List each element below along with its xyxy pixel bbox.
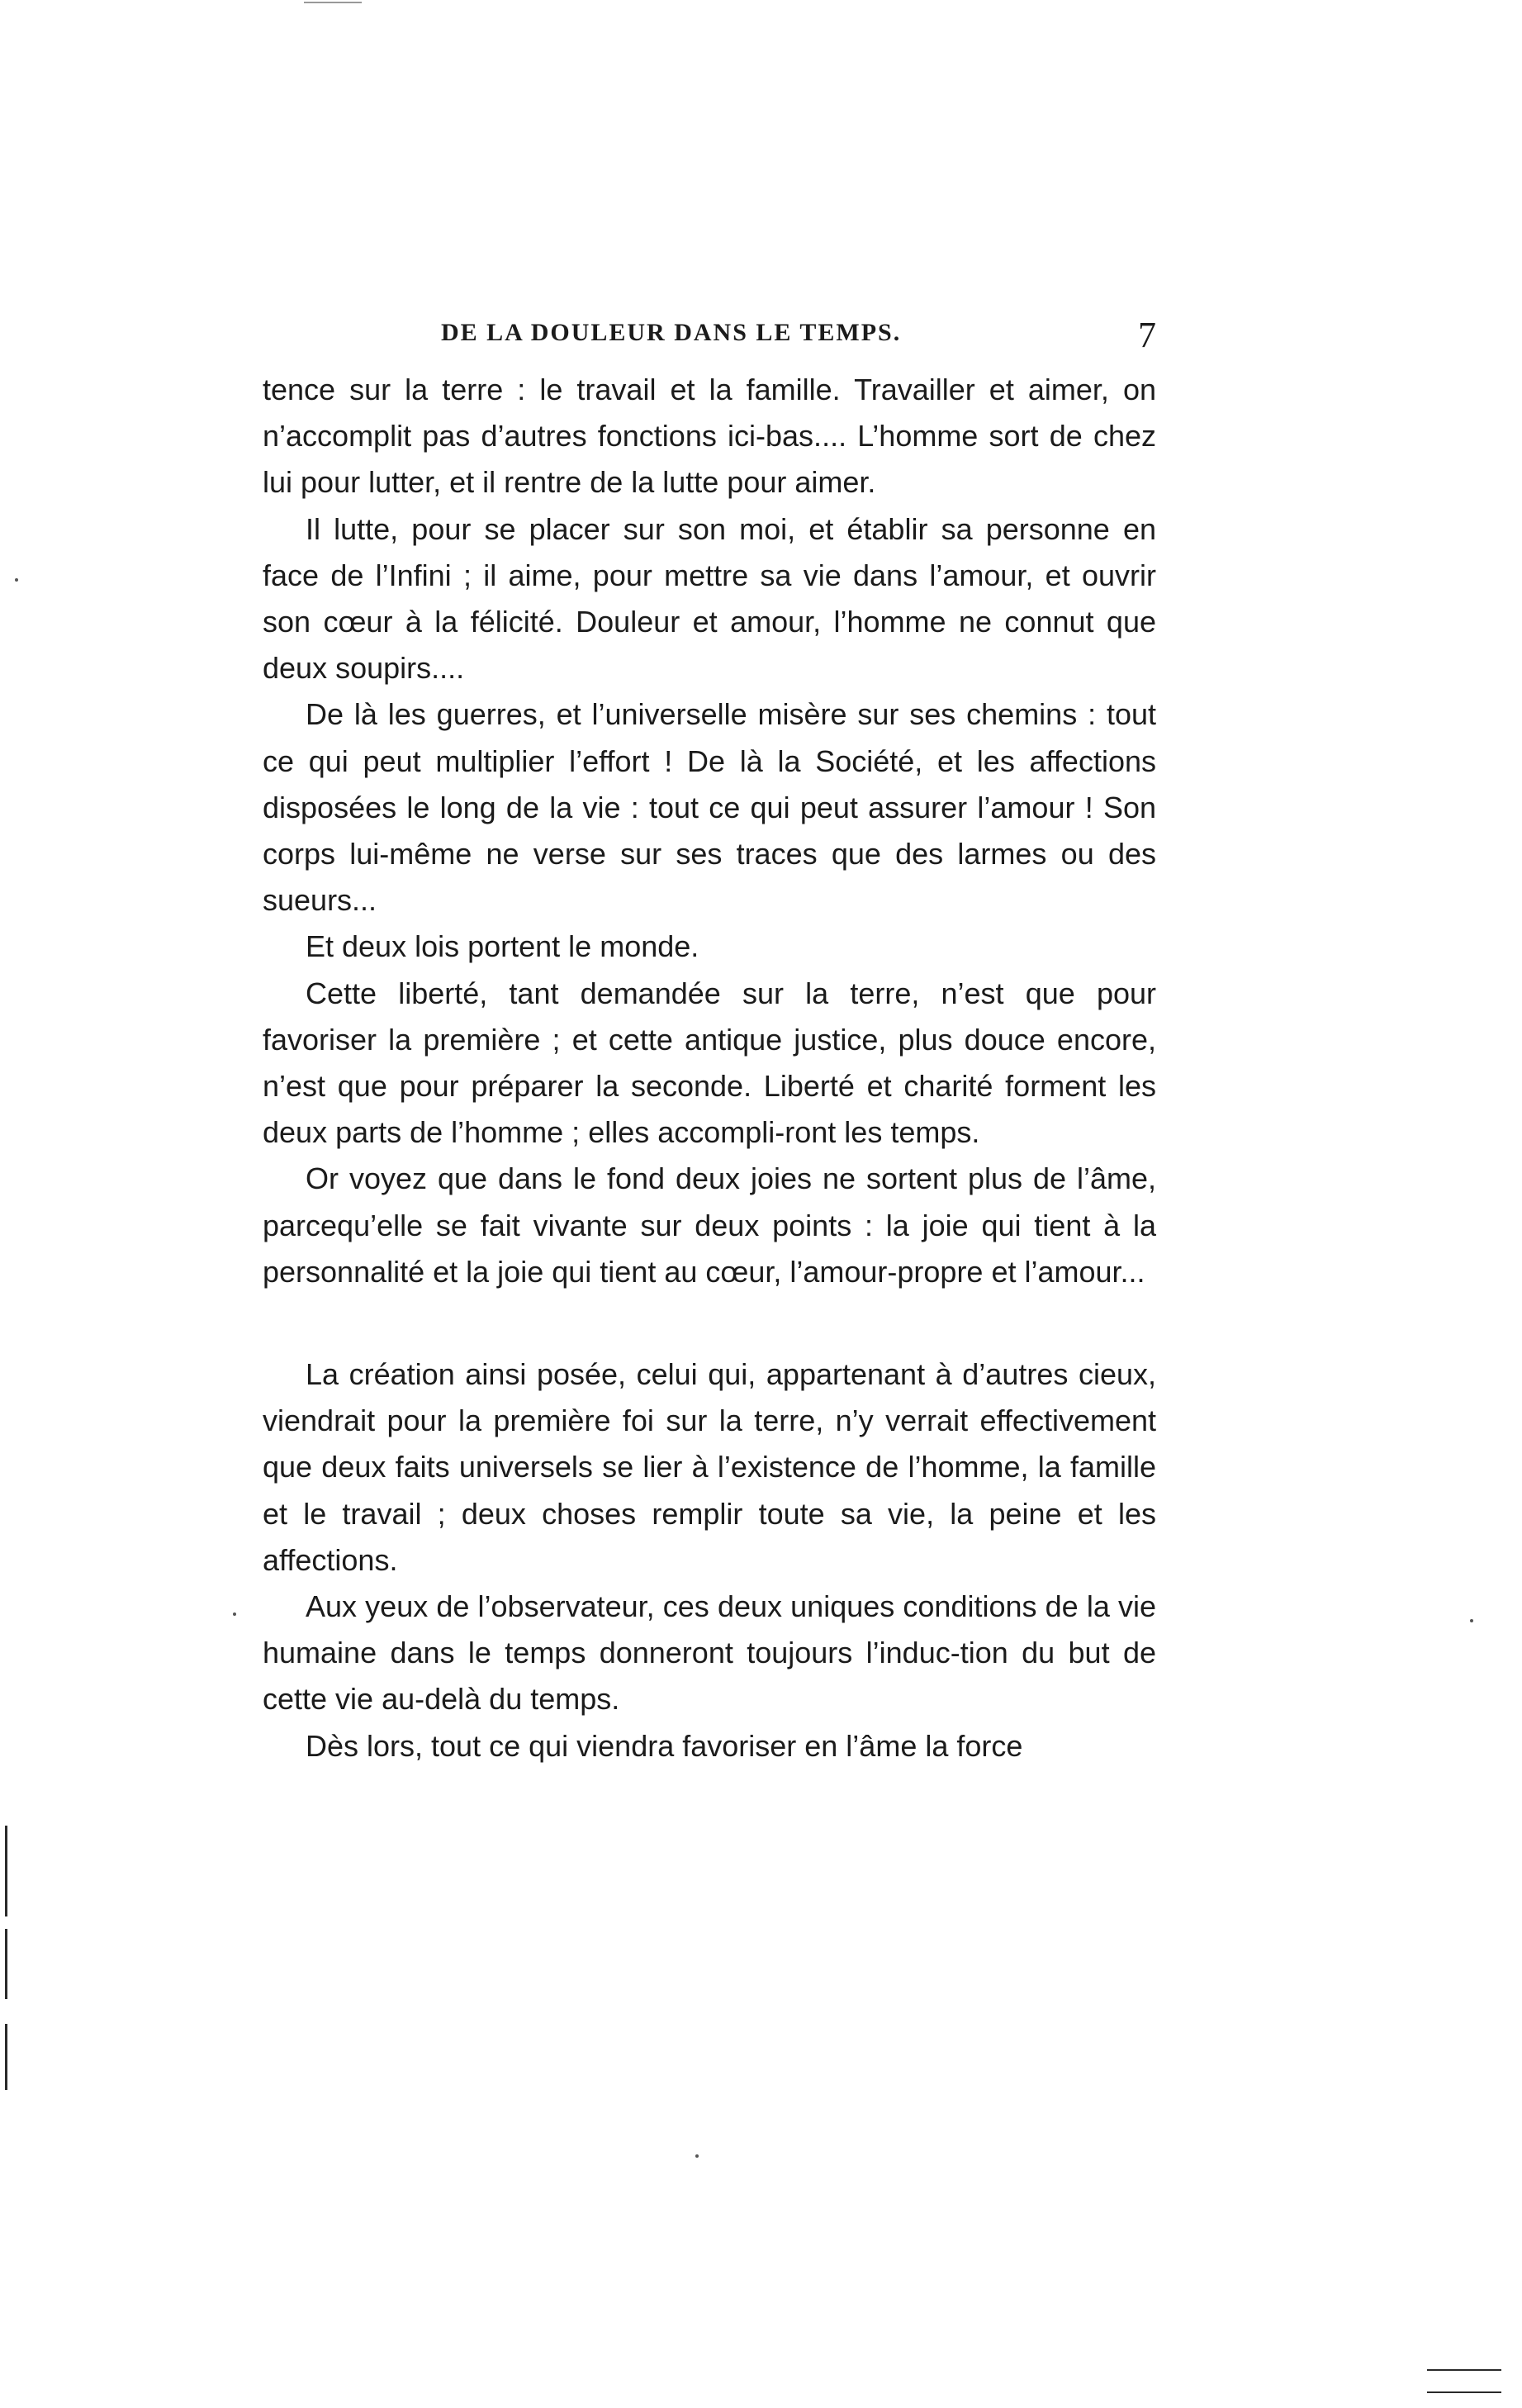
paragraph-3: De là les guerres, et l’universelle misère sur ses chemins : tout ce qui peut multiplier l’effort ! De là la Société, et les affections disposées le long de la vie : tout ce qui peut assurer l’amour ! Son corps lui-même ne verse sur ses traces que des larmes ou des sueurs... [263, 697, 1156, 918]
paragraph-2: Il lutte, pour se placer sur son moi, et établir sa personne en face de l’Infini ; il aime, pour mettre sa vie dans l’amour, et ouvrir son cœur à la félicité. Douleur et amour, l’homme ne connut que deux soupirs.... [263, 511, 1156, 686]
paragraph-5: Cette liberté, tant demandée sur la terre, n’est que pour favoriser la première ; et cette antique justice, plus douce encore, n’est que pour préparer la seconde. Liberté et charité forment les deux parts de l’homme ; elles accompli-ront les temps. [263, 976, 1156, 1150]
scan-line-bottom-right-1 [1427, 2369, 1501, 2371]
scan-line-left-2 [5, 1929, 7, 1999]
running-title: DE LA DOULEUR DANS LE TEMPS. [441, 319, 902, 346]
scan-speck [1470, 1619, 1473, 1622]
scan-line-left-1 [5, 1826, 7, 1916]
section-break [263, 1295, 1156, 1351]
scan-line-bottom-right-2 [1427, 2391, 1501, 2393]
scan-speck [15, 578, 18, 582]
paragraph-9: Dès lors, tout ce qui viendra favoriser en l’âme la force [306, 1728, 1023, 1763]
paragraph-7: La création ainsi posée, celui qui, appartenant à d’autres cieux, viendrait pour la première foi sur la terre, n’y verrait effectivement que deux faits universels se lier à l’existence de l’homme, la famille et le travail ; deux choses remplir toute sa vie, la peine et les affections. [263, 1357, 1156, 1577]
scan-line-top [304, 2, 362, 3]
scan-speck [233, 1612, 236, 1616]
paragraph-4: Et deux lois portent le monde. [306, 929, 699, 964]
scan-line-left-3 [5, 2024, 7, 2090]
body-text [263, 367, 1156, 1769]
paragraph-6: Or voyez que dans le fond deux joies ne sortent plus de l’âme, parcequ’elle se fait vivante sur deux points : la joie qui tient à la personnalité et la joie qui tient au cœur, l’amour-propre et l’amour... [263, 1161, 1156, 1289]
paragraph-8: Aux yeux de l’observateur, ces deux uniques conditions de la vie humaine dans le temps donneront toujours l’induc-tion du but de cette vie au-delà du temps. [263, 1589, 1156, 1717]
page-header [263, 314, 1156, 363]
scan-speck [695, 2154, 699, 2158]
page-number: 7 [1138, 315, 1156, 355]
paragraph-1: tence sur la terre : le travail et la famille. Travailler et aimer, on n’accomplit pas d’autres fonctions ici-bas.... L’homme sort de chez lui pour lutter, et il rentre de la lutte pour aimer. [263, 373, 1156, 500]
